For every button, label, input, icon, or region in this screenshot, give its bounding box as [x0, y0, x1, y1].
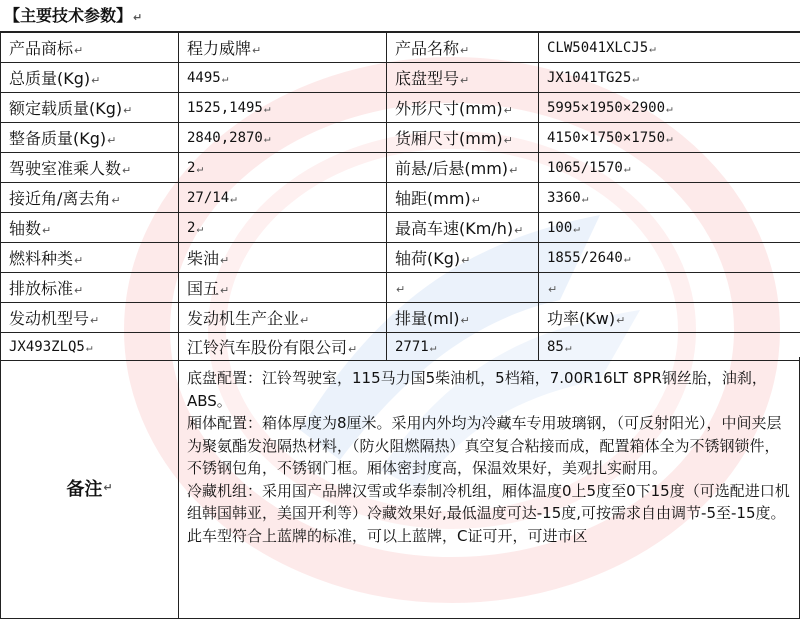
spec-label: 前悬/后悬(mm) [395, 159, 509, 178]
spec-value-cell [1, 303, 179, 333]
remarks-section [0, 357, 800, 619]
spec-row [1, 303, 800, 333]
spec-value: 4150×1750×1750 [547, 129, 666, 146]
spec-value: JX1041TG25 [547, 69, 632, 86]
spec-row [1, 243, 800, 273]
remarks-line-refrigeration: 冷藏机组：采用国产品牌汉雪或华泰制冷机组，厢体温度0上5度至0下15度（可选配进口机组韩国韩亚，美国开利等）冷藏效果好,最低温度可达-15度,可按需求自由调节-5至-15度。 [187, 481, 790, 522]
spec-value-cell [539, 33, 800, 63]
spec-label: 最高车速(Km/h) [395, 219, 514, 238]
spec-label-cell [387, 33, 539, 63]
paragraph-mark: ↵ [666, 131, 673, 145]
spec-label: 接近角/离去角 [9, 189, 111, 208]
paragraph-mark: ↵ [471, 194, 481, 207]
paragraph-mark: ↵ [85, 340, 93, 354]
spec-value-cell [539, 213, 800, 243]
spec-label-cell [387, 243, 539, 273]
spec-value-cell [387, 303, 539, 333]
spec-value: 2840,2870 [187, 129, 263, 146]
paragraph-mark: ↵ [564, 340, 572, 354]
spec-value: 2771 [395, 338, 429, 355]
spec-label: 整备质量(Kg) [9, 129, 107, 148]
paragraph-mark: ↵ [74, 44, 84, 57]
paragraph-mark: ↵ [623, 251, 631, 265]
paragraph-mark: ↵ [122, 164, 132, 177]
paragraph-mark: ↵ [42, 224, 52, 237]
remarks-text [187, 367, 793, 547]
paragraph-mark: ↵ [348, 343, 358, 356]
paragraph-mark: ↵ [133, 11, 143, 24]
paragraph-mark: ↵ [107, 134, 117, 147]
spec-label-cell [387, 93, 539, 123]
paragraph-mark: ↵ [220, 254, 230, 267]
paragraph-mark: ↵ [300, 314, 310, 327]
paragraph-mark: ↵ [503, 134, 513, 147]
spec-label-cell [1, 33, 179, 63]
spec-label-cell [1, 243, 179, 273]
paragraph-mark: ↵ [503, 104, 513, 117]
spec-value: 100 [547, 219, 573, 236]
spec-label: 外形尺寸(mm) [395, 99, 503, 118]
spec-value: CLW5041XLCJ5 [547, 39, 649, 56]
spec-label-cell [1, 123, 179, 153]
spec-label-cell [387, 183, 539, 213]
spec-value-cell [539, 93, 800, 123]
spec-value: 4495 [187, 69, 221, 86]
spec-row [1, 183, 800, 213]
spec-label-cell [387, 123, 539, 153]
paragraph-mark: ↵ [573, 221, 580, 235]
spec-value-cell [539, 63, 800, 93]
paragraph-mark: ↵ [460, 74, 470, 87]
spec-value-cell [539, 273, 800, 303]
spec-label: 货厢尺寸(mm) [395, 129, 503, 148]
spec-value: 发动机型号 [9, 309, 90, 328]
spec-value: 27/14 [187, 189, 230, 206]
spec-label: 额定载质量(Kg) [9, 99, 123, 118]
remarks-label-text: 备注 [66, 478, 103, 500]
paragraph-mark: ↵ [429, 340, 437, 354]
spec-value: 5995×1950×2900 [547, 99, 666, 116]
paragraph-mark: ↵ [666, 101, 673, 115]
paragraph-mark: ↵ [616, 314, 626, 327]
paragraph-mark: ↵ [90, 314, 100, 327]
paragraph-mark: ↵ [103, 481, 113, 494]
spec-value: 发动机生产企业 [187, 309, 300, 328]
paragraph-mark: ↵ [123, 104, 133, 117]
spec-value-cell [179, 33, 387, 63]
spec-label-cell [1, 93, 179, 123]
spec-row [1, 153, 800, 183]
spec-value-cell [179, 123, 387, 153]
remarks-line-body: 厢体配置：箱体厚度为8厘米。采用内外均为冷藏车专用玻璃钢，（可反射阳光），中间夹层为聚氨酯发泡隔热材料，（防火阻燃隔热）真空复合粘接而成，配置箱体全为不锈钢锁件，不锈钢包角，不锈钢门框。厢体密封度高，保温效果好，美观扎实耐用。 [187, 414, 782, 477]
spec-row [1, 33, 800, 63]
paragraph-mark: ↵ [581, 191, 589, 205]
spec-value-cell [179, 183, 387, 213]
spec-value: 2 [187, 219, 196, 236]
paragraph-mark: ↵ [196, 161, 204, 175]
spec-value: 排量(ml) [395, 309, 460, 328]
paragraph-mark: ↵ [623, 161, 631, 175]
remarks-line-chassis: 底盘配置：江铃驾驶室，115马力国5柴油机，5档箱，7.00R16LT 8PR钢丝胎，油刹，ABS。 [187, 369, 767, 410]
spec-label: 轴距(mm) [395, 189, 471, 208]
spec-value-cell [179, 213, 387, 243]
spec-label-cell [1, 153, 179, 183]
spec-label-cell [387, 213, 539, 243]
spec-value: 2 [187, 159, 196, 176]
paragraph-mark: ↵ [263, 131, 271, 145]
paragraph-mark: ↵ [263, 101, 271, 115]
paragraph-mark: ↵ [548, 283, 558, 296]
paragraph-mark: ↵ [396, 283, 406, 296]
paragraph-mark: ↵ [460, 44, 470, 57]
paragraph-mark: ↵ [230, 191, 237, 205]
spec-row [1, 273, 800, 303]
section-title [0, 0, 800, 32]
spec-label: 轴数 [9, 219, 42, 238]
paragraph-mark: ↵ [74, 254, 84, 267]
paragraph-mark: ↵ [111, 194, 121, 207]
spec-value: 国五 [187, 279, 220, 298]
spec-label: 底盘型号 [395, 69, 460, 88]
paragraph-mark: ↵ [649, 41, 656, 55]
paragraph-mark: ↵ [221, 71, 229, 85]
spec-label: 驾驶室准乘人数 [9, 159, 122, 178]
spec-value: JX493ZLQ5 [9, 338, 85, 355]
spec-label: 产品商标 [9, 39, 74, 58]
paragraph-mark: ↵ [460, 314, 470, 327]
spec-value-cell [179, 153, 387, 183]
spec-row [1, 93, 800, 123]
spec-value: 1855/2640 [547, 249, 623, 266]
paragraph-mark: ↵ [196, 221, 204, 235]
spec-value: 程力威牌 [187, 39, 252, 58]
paragraph-mark: ↵ [461, 254, 471, 267]
spec-value-cell [539, 303, 800, 333]
spec-value-cell [539, 183, 800, 213]
spec-label-cell [387, 153, 539, 183]
paragraph-mark: ↵ [220, 284, 230, 297]
spec-row [1, 63, 800, 93]
spec-label-cell [1, 183, 179, 213]
paragraph-mark: ↵ [91, 74, 101, 87]
paragraph-mark: ↵ [74, 284, 84, 297]
spec-value-cell [539, 123, 800, 153]
spec-row [1, 123, 800, 153]
spec-value-cell [179, 273, 387, 303]
remarks-line-license: 此车型符合上蓝牌的标准，可以上蓝牌，C证可开，可进市区 [187, 526, 588, 545]
paragraph-mark: ↵ [252, 44, 262, 57]
spec-label: 轴荷(Kg) [395, 249, 461, 268]
spec-label: 总质量(Kg) [9, 69, 91, 88]
spec-value-cell [179, 243, 387, 273]
spec-label-cell [387, 63, 539, 93]
spec-value-cell [179, 93, 387, 123]
spec-value-cell [179, 303, 387, 333]
spec-row [1, 213, 800, 243]
paragraph-mark: ↵ [514, 224, 524, 237]
spec-label: 排放标准 [9, 279, 74, 298]
spec-value-cell [539, 153, 800, 183]
spec-label: 燃料种类 [9, 249, 74, 268]
spec-value: 1525,1495 [187, 99, 263, 116]
spec-value-cell [539, 243, 800, 273]
spec-label-cell [1, 63, 179, 93]
paragraph-mark: ↵ [632, 71, 639, 85]
section-title-text: 【主要技术参数】 [4, 6, 133, 25]
spec-table [0, 32, 800, 361]
spec-value: 3360 [547, 189, 581, 206]
spec-label-cell [1, 273, 179, 303]
spec-value: 柴油 [187, 249, 220, 268]
spec-value: 江铃汽车股份有限公司 [187, 338, 348, 357]
spec-value: 1065/1570 [547, 159, 623, 176]
spec-value: 功率(Kw) [547, 309, 616, 328]
spec-value-cell [179, 63, 387, 93]
spec-value: 85 [547, 338, 564, 355]
remarks-label [1, 357, 179, 618]
paragraph-mark: ↵ [509, 164, 519, 177]
spec-label: 产品名称 [395, 39, 460, 58]
spec-label-cell [387, 273, 539, 303]
spec-label-cell [1, 213, 179, 243]
